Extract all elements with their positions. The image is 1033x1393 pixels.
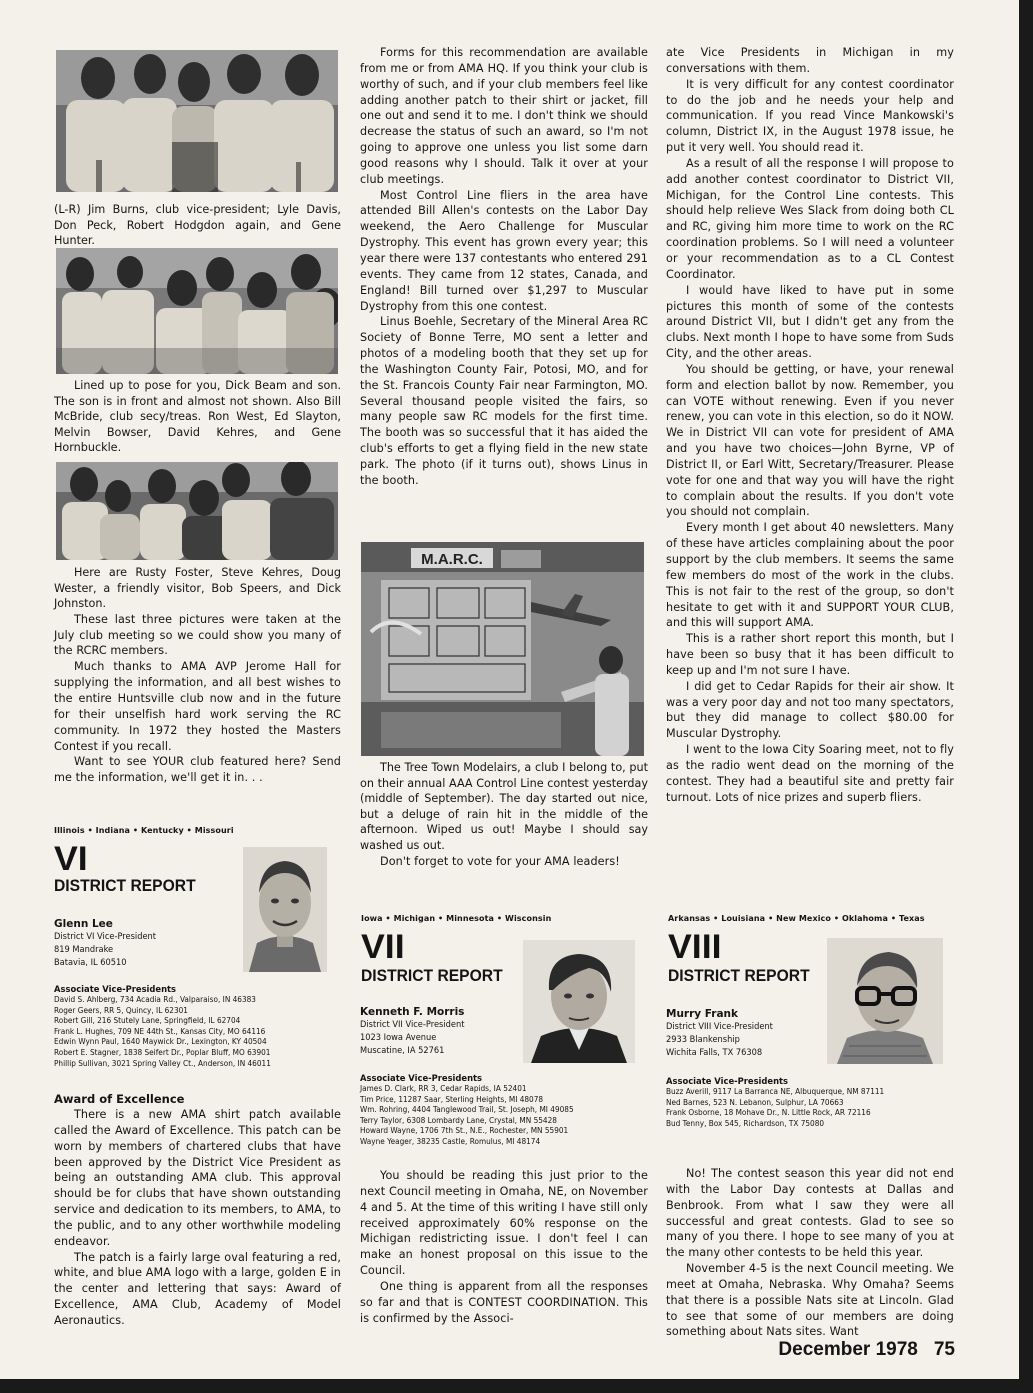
district-7-vp-address-1: 1023 Iowa Avenue <box>360 1032 437 1043</box>
associate-vp-entry: James D. Clark, RR 3, Cedar Rapids, IA 52401 <box>360 1084 527 1093</box>
district-8-vp-title: District VIII Vice-President <box>666 1021 773 1032</box>
photo-3-caption: Here are Rusty Foster, Steve Kehres, Doug Wester, a friendly visitor, Bob Speers, and Dick Johnston. <box>54 566 341 611</box>
d6-paragraph-2: The patch is a fairly large oval featuring a red, white, and blue AMA logo with a large, golden E in the center and lettering that says: Award of Excellence, AMA Club, Academy of Model Aeronautics. <box>54 1250 341 1327</box>
c1-paragraph-1: These last three pictures were taken at the July club meeting so we could show you many of the RCRC members. <box>54 612 341 658</box>
associate-vp-entry: Bud Tenny, Box 545, Richardson, TX 75080 <box>666 1118 825 1128</box>
district-6-states: Illinois • Indiana • Kentucky • Missouri <box>54 826 234 835</box>
c3-paragraph-6: Every month I get about 40 newsletters. Many of these have articles complaining about the poor support by the club members. It seems the same few members do most of the work in the clubs. This is not fair to the rest of the group, so don't hesitate to get with it and SUPPORT YOUR CLUB, and this will support AMA. <box>666 521 954 630</box>
c3-paragraph-2: It is very difficult for any contest coordinator to do the job and he needs your help and communication. If you read Vince Mankowski's column, District IX, in the August 1978 issue, he put it very well. You should read it. <box>666 77 954 155</box>
district-8-vp-name: Murry Frank <box>666 1008 739 1020</box>
club-photo-1 <box>56 50 338 192</box>
c3-paragraph-7: This is a rather short report this month, but I have been so busy that it has been difficult to keep up and I'm not sure I have. <box>666 632 954 677</box>
associate-vp-entry: Terry Taylor, 6308 Lombardy Lane, Crystal, MN 55428 <box>360 1115 557 1125</box>
district-7-title: DISTRICT REPORT <box>361 966 503 985</box>
associate-vp-entry: Phillip Sullivan, 3021 Spring Valley Ct., Anderson, IN 46011 <box>54 1058 271 1068</box>
associate-vp-entry: Robert E. Stagner, 1838 Seifert Dr., Poplar Bluff, MO 63901 <box>54 1047 271 1057</box>
d6-paragraph-1: There is a new AMA shirt patch available called the Award of Excellence. This patch can be worn by members of chartered clubs that have been approved by the District Vice President as being an outstanding AMA club. This approval should be for clubs that have shown outstanding service and dedication to its members, to AMA, to the public, and to any other worthwhile modeling endeavor. <box>54 1108 341 1248</box>
associate-vp-entry: Tim Price, 11287 Saar, Sterling Heights, MI 48078 <box>360 1094 544 1104</box>
photo-1-caption: (L-R) Jim Burns, club vice-president; Lyle Davis, Don Peck, Robert Hodgdon again, and Gene Hunter. <box>54 203 341 248</box>
district-8-vp-portrait <box>827 938 943 1064</box>
issue-date: December 1978 <box>778 1339 918 1360</box>
c2-paragraph-4: Don't forget to vote for your AMA leaders! <box>380 854 620 868</box>
c3-paragraph-5: You should be getting, or have, your renewal form and election ballot by now. Remember, you can VOTE without renewing. Even if you never renew, you can vote in this election, so do it NOW. We in District VII can vote for president of AMA and you have two choices—John Byrne, VP of District II, or Earl Witt, Secretary/Treasurer. Please vote for one and that way you will have the right to complain about the results. If you don't vote you should not complain. <box>666 362 954 519</box>
associate-vp-entry: Ned Barnes, 523 N. Lebanon, Sulphur, LA 70663 <box>666 1097 844 1107</box>
d7-paragraph-1: You should be reading this just prior to the next Council meeting in Omaha, NE, on November 4 and 5. At the time of this writing I have still only received approximately 60% response on the Michigan redistricting issue. I don't feel I can make an honest proposal on this issue to the Council. <box>360 1169 648 1278</box>
page-number: 75 <box>933 1339 955 1360</box>
district-6-associates-heading: Associate Vice-Presidents <box>54 984 177 994</box>
district-7-vp-name: Kenneth F. Morris <box>360 1006 465 1018</box>
c2-paragraph-3: Linus Boehle, Secretary of the Mineral Area RC Society of Bonne Terre, MO sent a letter and photos of a modeling booth that they set up for the Washington County Fair, Potosi, MO, and for the St. Francois County Fair near Farmington, MO. Several thousand people visited the fairs, so many people saw RC models for the first time. The booth was so successful that it has aided the club's efforts to get a flying field in the new state park. The photo (if it turns out), shows Linus in the booth. <box>360 315 648 487</box>
associate-vp-entry: Buzz Averill, 9117 La Barranca NE, Albuquerque, NM 87111 <box>666 1087 885 1096</box>
associate-vp-entry: Edwin Wynn Paul, 1640 Maywick Dr., Lexington, KY 40504 <box>54 1037 267 1047</box>
booth-sign-text: M.A.R.C. <box>421 551 483 568</box>
district-8-title: DISTRICT REPORT <box>668 966 810 985</box>
d8-paragraph-2: November 4-5 is the next Council meeting. We meet at Omaha, Nebraska. Why Omaha? Seems that there is a possible Nats site at Lincoln. Glad to see that some of our members are doing something about Nats sites. Want <box>666 1262 954 1339</box>
c3-paragraph-3: As a result of all the response I will propose to add another contest coordinator to District VII, Michigan, for the Control Line contests. This should help relieve Wes Slack from doing both CL and RC, giving him more time to work on the RC coordination problems. So I will need a volunteer or your recommendation as to a CL Contest Coordinator. <box>666 156 954 281</box>
associate-vp-entry: Roger Geers, RR 5, Quincy, IL 62301 <box>54 1005 188 1015</box>
district-6-vp-name: Glenn Lee <box>54 918 113 930</box>
associate-vp-entry: Wayne Yeager, 38235 Castle, Romulus, MI 48174 <box>360 1136 541 1146</box>
associate-vp-entry: Wm. Rohring, 4404 Tanglewood Trail, St. Joseph, MI 49085 <box>360 1105 574 1115</box>
district-8-states: Arkansas • Louisiana • New Mexico • Oklahoma • Texas <box>668 914 925 923</box>
c1-paragraph-3: Want to see YOUR club featured here? Send me the information, we'll get it in. . . <box>54 755 341 785</box>
booth-photo-caption: The Tree Town Modelairs, a club I belong to, put on their annual AAA Control Line contest yesterday (middle of September). The day started out nice, but a deluge of rain hit in the middle of the afternoon. Wiped us out! Maybe I should say washed us out. <box>360 761 648 852</box>
district-6-vp-title: District VI Vice-President <box>54 931 157 942</box>
award-of-excellence-heading: Award of Excellence <box>54 1092 185 1106</box>
d8-paragraph-1: No! The contest season this year did not end with the Labor Day contests at Dallas and Benbrook. From what I saw they were all successful and great contests. Glad to see so many of you there. I hope to see many of you at the many other contests to be held this year. <box>666 1167 954 1260</box>
district-7-vp-title: District VII Vice-President <box>360 1019 465 1030</box>
c3-paragraph-9: I went to the Iowa City Soaring meet, not to fly as the radio went dead on the morning of the contest. They had a beautiful site and pretty fair turnout. Lots of nice prizes and superb fliers. <box>666 743 954 804</box>
district-7-number: VII <box>361 928 405 966</box>
associate-vp-entry: Howard Wayne, 1706 7th St., N.E., Rochester, MN 55901 <box>360 1126 569 1136</box>
club-photo-3 <box>56 462 338 560</box>
d7-paragraph-2: One thing is apparent from all the responses so far and that is CONTEST COORDINATION. This is confirmed by the Associ- <box>360 1279 648 1325</box>
district-6-vp-portrait <box>243 847 327 972</box>
district-6-vp-address-2: Batavia, IL 60510 <box>54 957 127 968</box>
associate-vp-entry: Robert Gill, 216 Stutely Lane, Springfield, IL 62704 <box>54 1016 241 1026</box>
page-footer <box>778 1339 955 1361</box>
district-8-number: VIII <box>668 928 722 966</box>
district-7-vp-portrait <box>523 940 635 1063</box>
district-8-vp-address-2: Wichita Falls, TX 76308 <box>666 1047 763 1058</box>
associate-vp-entry: Frank Osborne, 18 Mohave Dr., N. Little Rock, AR 72116 <box>666 1108 871 1118</box>
associate-vp-entry: David S. Ahlberg, 734 Acadia Rd., Valparaiso, IN 46383 <box>54 995 256 1004</box>
c3-paragraph-4: I would have liked to have put in some pictures this month of some of the contests around District VII, but I didn't get any from the clubs. Next month I hope to have some from Suds City, and the other areas. <box>666 283 954 361</box>
photo-2-caption: Lined up to pose for you, Dick Beam and son. The son is in front and almost not shown. Also Bill McBride, club secy/treas. Ron West, Ed Slayton, Melvin Bowser, David Kehres, and Gene Hornbuckle. <box>54 379 341 455</box>
district-6-title: DISTRICT REPORT <box>54 876 196 895</box>
district-6-number: VI <box>54 840 88 878</box>
c3-paragraph-8: I did get to Cedar Rapids for their air show. It was a very poor day and not too many spectators, but they did manage to collect $80.00 for Muscular Dystrophy. <box>666 679 954 741</box>
district-8-associates-heading: Associate Vice-Presidents <box>666 1076 789 1086</box>
marc-booth-photo <box>361 542 644 756</box>
district-8-vp-address-1: 2933 Blankenship <box>666 1034 740 1045</box>
associate-vp-entry: Frank L. Hughes, 709 NE 44th St., Kansas City, MO 64116 <box>54 1026 266 1036</box>
district-7-states: Iowa • Michigan • Minnesota • Wisconsin <box>361 914 552 923</box>
c1-paragraph-2: Much thanks to AMA AVP Jerome Hall for supplying the information, and all best wishes to the entire Huntsville club now and in the future for their unselfish hard work serving the RC community. In 1972 they hosted the Masters Contest if you recall. <box>54 660 341 753</box>
district-6-vp-address-1: 819 Mandrake <box>54 944 114 955</box>
c3-paragraph-1: ate Vice Presidents in Michigan in my conversations with them. <box>666 46 954 75</box>
district-7-associates-heading: Associate Vice-Presidents <box>360 1073 483 1083</box>
district-7-vp-address-2: Muscatine, IA 52761 <box>360 1045 445 1056</box>
c2-paragraph-2: Most Control Line fliers in the area have attended Bill Allen's contests on the Labor Day weekend, the Aero Challenge for Muscular Dystrophy. This event has grown every year; this year there were 137 contestants who entered 291 events. They came from 12 states, Canada, and England! Bill turned over $1,297 to Muscular Dystrophy from this one contest. <box>360 188 648 313</box>
club-photo-2 <box>56 248 338 374</box>
c2-paragraph-1: Forms for this recommendation are available from me or from AMA HQ. If you think your club is worthy of such, and if your club members feel like adding another patch to their shirt or jacket, fill one out and send it to me. I don't think we should decrease the status of such an award, so I'm not going to approve one unless you list some darn good reasons why I should. Talk it over at your club meetings. <box>360 46 648 186</box>
